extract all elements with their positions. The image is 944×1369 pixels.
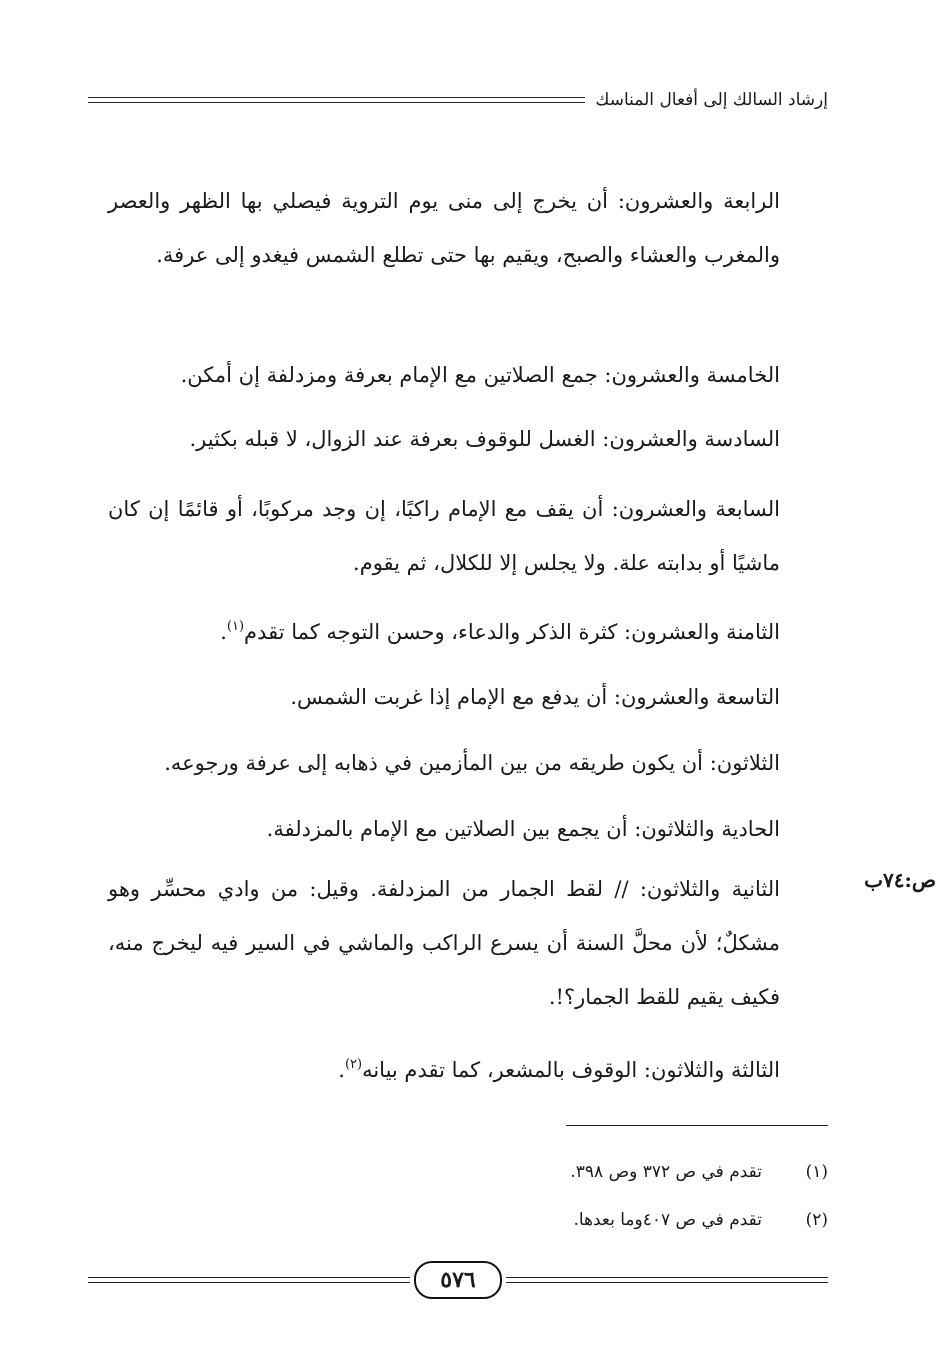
- page-number: ٥٧٦: [414, 1261, 502, 1299]
- footnote-2: [108, 1196, 828, 1244]
- paragraph-27: [108, 482, 828, 590]
- footer-rule-right: [506, 1277, 828, 1283]
- footnote-ref-1[interactable]: (١): [226, 619, 245, 634]
- running-header: [88, 86, 828, 114]
- paragraph-26: [108, 412, 828, 466]
- paragraph-text: الخامسة والعشرون: جمع الصلاتين مع الإمام بعرفة ومزدلفة إن أمكن.: [180, 363, 780, 387]
- paragraph-end: .: [338, 1058, 345, 1082]
- footnote-1: [108, 1148, 828, 1196]
- paragraph-text: الرابعة والعشرون: أن يخرج إلى منى يوم التروية فيصلي بها الظهر والعصر والمغرب والعشاء والصبح، ويقيم بها حتى تطلع الشمس فيغدو إلى عرفة.: [108, 189, 780, 267]
- paragraph-text: الثلاثون: أن يكون طريقه من بين المأزمين في ذهابه إلى عرفة ورجوعه.: [164, 751, 780, 775]
- paragraph-text: الحادية والثلاثون: أن يجمع بين الصلاتين مع الإمام بالمزدلفة.: [266, 817, 780, 841]
- footnote-separator: [566, 1125, 828, 1126]
- paragraph-24: [108, 174, 828, 282]
- paragraph-text: السابعة والعشرون: أن يقف مع الإمام راكبًا، إن وجد مركوبًا، أو قائمًا إن كان ماشيًا أو بدابته علة. ولا يجلس إلا للكلال، ثم يقوم.: [108, 497, 780, 575]
- paragraph-30: [108, 736, 828, 790]
- paragraph-text: السادسة والعشرون: الغسل للوقوف بعرفة عند الزوال، لا قبله بكثير.: [189, 427, 780, 451]
- paragraph-text: الثانية والثلاثون: // لقط الجمار من المزدلفة. وقيل: من وادي محسِّر وهو مشكلٌ؛ لأن محلَّ السنة أن يسرع الراكب والماشي في السير فيه ليخرج منه، فكيف يقيم للقط الجمار؟!.: [108, 877, 780, 1009]
- footnote-ref-2[interactable]: (٢): [344, 1057, 363, 1072]
- paragraph-29: [108, 670, 828, 724]
- page-footer: [88, 1262, 828, 1298]
- footnote-number: (١): [805, 1162, 828, 1182]
- paragraph-25: [108, 348, 828, 402]
- manuscript-margin-note: ص:٧٤ب: [864, 868, 936, 892]
- book-title: إرشاد السالك إلى أفعال المناسك: [595, 90, 828, 110]
- paragraph-31: [108, 802, 828, 856]
- footnotes: [108, 1148, 828, 1244]
- paragraph-text: التاسعة والعشرون: أن يدفع مع الإمام إذا غربت الشمس.: [290, 685, 780, 709]
- paragraph-end: .: [220, 620, 227, 644]
- paragraph-text: الثامنة والعشرون: كثرة الذكر والدعاء، وحسن التوجه كما تقدم: [244, 620, 780, 644]
- footnote-text: تقدم في ص ٣٧٢ وص ٣٩٨.: [570, 1162, 762, 1182]
- header-rule: [88, 97, 585, 103]
- footnote-number: (٢): [805, 1210, 828, 1230]
- paragraph-32: [108, 862, 828, 1024]
- paragraph-text: الثالثة والثلاثون: الوقوف بالمشعر، كما تقدم بيانه: [362, 1058, 780, 1082]
- paragraph-33: [108, 1038, 828, 1097]
- footer-rule-left: [88, 1277, 410, 1283]
- paragraph-28: [108, 600, 828, 659]
- footnote-text: تقدم في ص ٤٠٧وما بعدها.: [573, 1210, 762, 1230]
